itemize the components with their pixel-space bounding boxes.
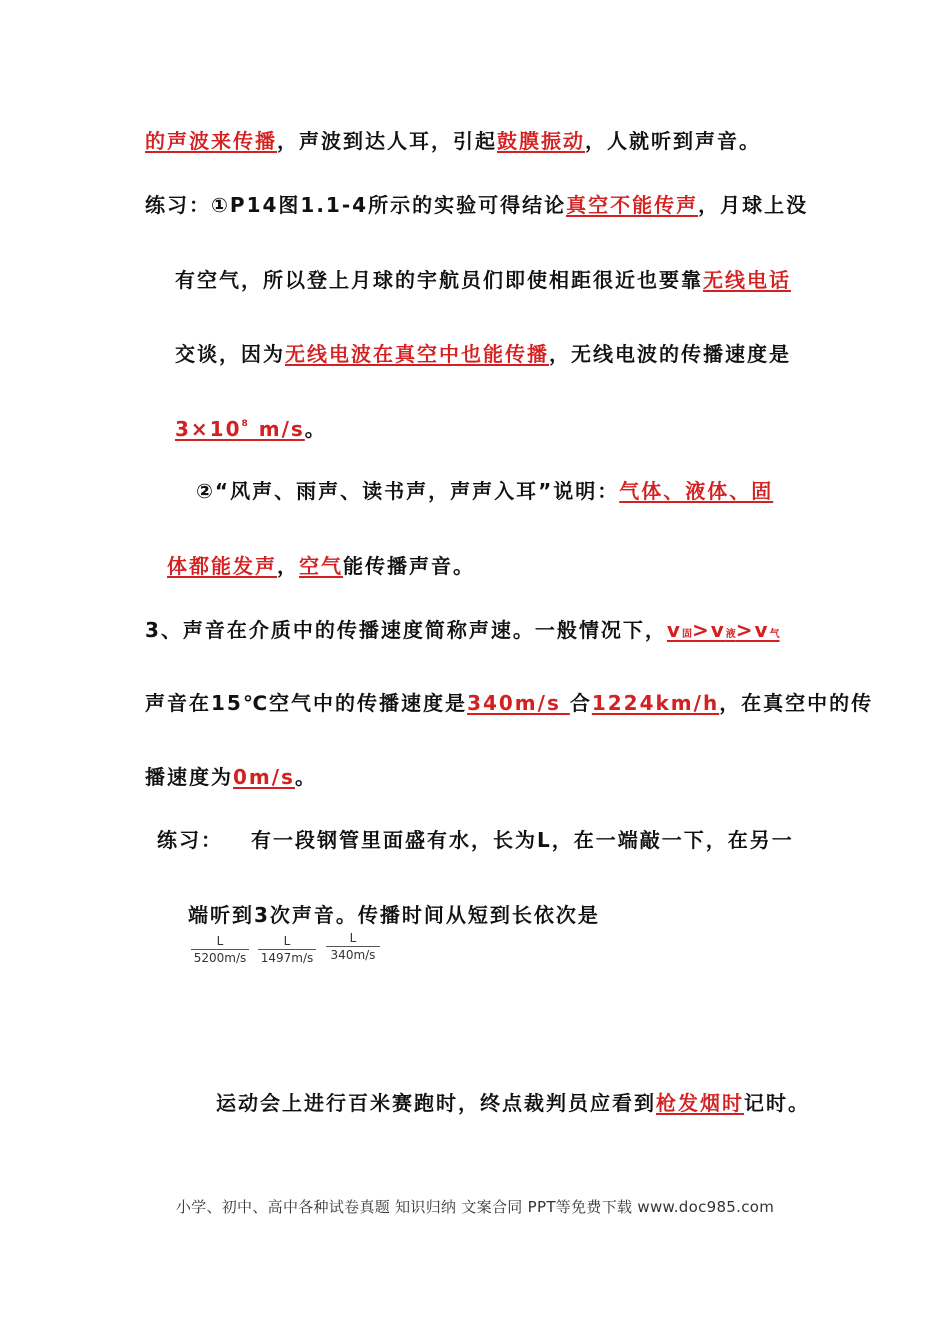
line-1: 的声波来传播，声波到达人耳，引起鼓膜振动，人就听到声音。 (145, 129, 761, 153)
line-10: 播速度为0m/s。 (145, 765, 317, 789)
answer-radio: 无线电话 (703, 268, 791, 292)
line-7: 体都能发声，空气能传播声音。 (167, 554, 475, 578)
answer-gas-liquid: 气体、液体、固 (619, 479, 774, 503)
answer-zero: 0m/s (233, 765, 295, 789)
answer-radio-wave: 无线电波在真空中也能传播 (285, 342, 549, 366)
answer-1224: 1224km/h (591, 691, 720, 715)
line-5: $3\times 10^8$ m/s。 (175, 417, 327, 441)
line-13: 运动会上进行百米赛跑时，终点裁判员应看到枪发烟时记时。 (216, 1091, 810, 1115)
line-2: 练习：①P14图1.1-4所示的实验可得结论真空不能传声，月球上没 (145, 193, 809, 217)
answer-eardrum: 鼓膜振动 (497, 129, 585, 153)
answer-vacuum: 真空不能传声 (566, 193, 699, 217)
line-4: 交谈，因为无线电波在真空中也能传播，无线电波的传播速度是 (175, 342, 791, 366)
answer-sound-wave: 的声波来传播 (145, 129, 277, 153)
answer-air: 空气 (299, 554, 343, 578)
answer-speed: $3\times 10^8$ m/s (175, 417, 305, 441)
line-9: 声音在15℃空气中的传播速度是340m/s 合1224km/h，在真空中的传 (145, 691, 874, 715)
line-8: 3、声音在介质中的传播速度简称声速。一般情况下，v固>v液>v气 (145, 618, 780, 642)
line-12: 端听到3次声音。传播时间从短到长依次是 (188, 903, 600, 927)
footer-text: 小学、初中、高中各种试卷真题 知识归纳 文案合同 PPT等免费下载 www.doc985.com (175, 1198, 775, 1216)
answer-smoke: 枪发烟时 (656, 1091, 744, 1115)
fraction-air: $\frac{L}{340m/s}$ (326, 931, 380, 963)
answer-speed-order: v固>v液>v气 (666, 618, 780, 642)
answer-solid: 体都能发声 (167, 554, 277, 578)
fraction-water: $\frac{L}{1497m/s}$ (258, 934, 316, 966)
line-11: 练习： 有一段钢管里面盛有水，长为L，在一端敲一下，在另一 (157, 828, 794, 852)
line-3: 有空气，所以登上月球的宇航员们即使相距很近也要靠无线电话 (175, 268, 791, 292)
line-6: ②“风声、雨声、读书声，声声入耳”说明：气体、液体、固 (196, 479, 774, 503)
fraction-steel: $\frac{L}{5200m/s}$ (191, 934, 249, 966)
answer-340: 340m/s (467, 691, 570, 715)
